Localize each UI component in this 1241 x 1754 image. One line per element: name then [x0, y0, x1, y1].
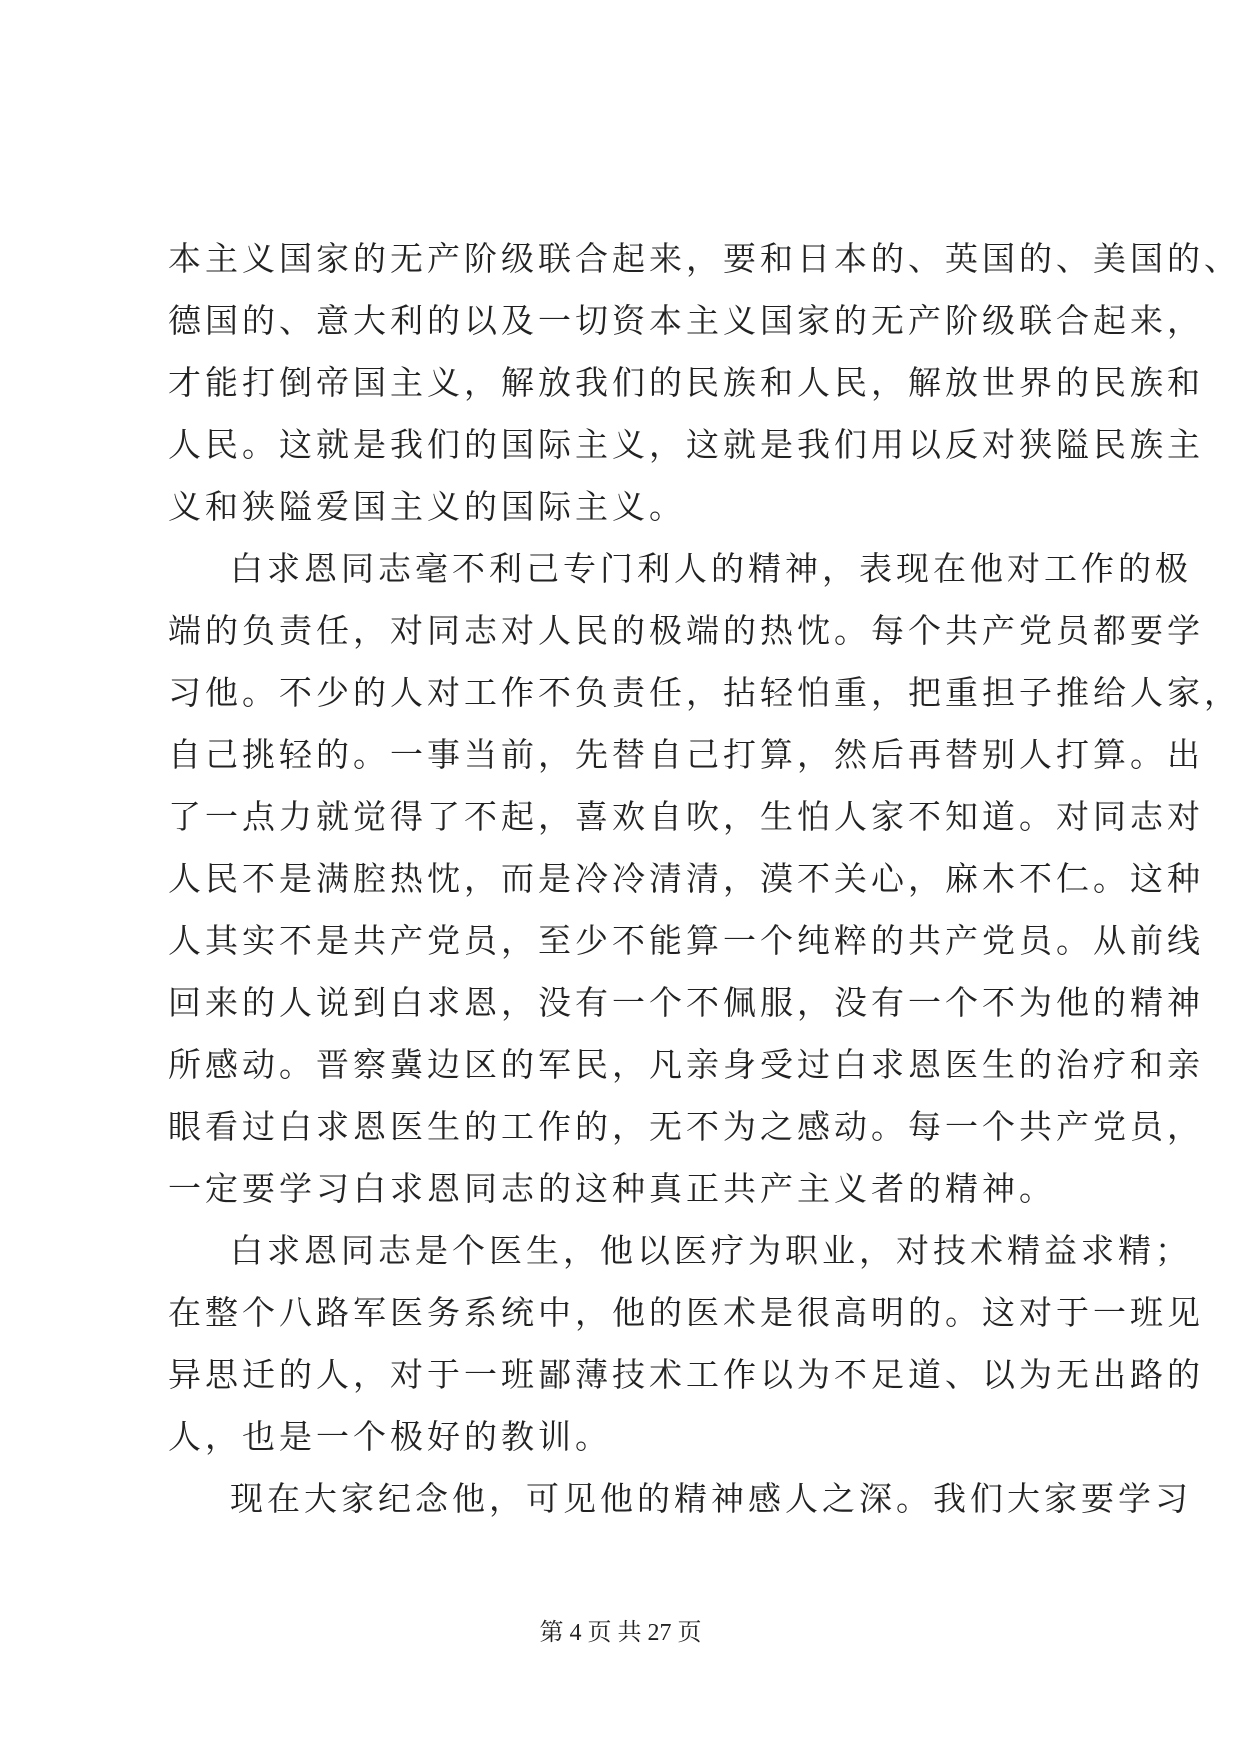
- paragraph-start-line: 白求恩同志是个医生，他以医疗为职业，对技术精益求精；: [230, 1231, 1192, 1270]
- text-line: 人民。这就是我们的国际主义，这就是我们用以反对狭隘民族主: [168, 425, 1204, 464]
- document-body: [168, 228, 1241, 1530]
- text-line: 异思迁的人，对于一班鄙薄技术工作以为不足道、以为无出路的: [168, 1355, 1204, 1394]
- text-line: 人民不是满腔热忱，而是冷冷清清，漠不关心，麻木不仁。这种: [168, 859, 1204, 898]
- paragraph-start-line: 现在大家纪念他，可见他的精神感人之深。我们大家要学习: [230, 1479, 1192, 1518]
- text-line: 习他。不少的人对工作不负责任，拈轻怕重，把重担子推给人家，: [168, 673, 1241, 712]
- text-line: 在整个八路军医务系统中，他的医术是很高明的。这对于一班见: [168, 1293, 1204, 1332]
- paragraph-start-line: 白求恩同志毫不利己专门利人的精神，表现在他对工作的极: [230, 549, 1192, 588]
- text-line: 回来的人说到白求恩，没有一个不佩服，没有一个不为他的精神: [168, 983, 1204, 1022]
- text-line: 人，也是一个极好的教训。: [168, 1417, 612, 1456]
- text-line: 一定要学习白求恩同志的这种真正共产主义者的精神。: [168, 1169, 1056, 1208]
- text-lines: [168, 228, 1241, 1530]
- text-line: 才能打倒帝国主义，解放我们的民族和人民，解放世界的民族和: [168, 363, 1204, 402]
- text-line: 端的负责任，对同志对人民的极端的热忱。每个共产党员都要学: [168, 611, 1204, 650]
- text-line: 本主义国家的无产阶级联合起来，要和日本的、英国的、美国的、: [168, 239, 1241, 278]
- page-footer: [0, 1612, 1241, 1647]
- text-line: 所感动。晋察冀边区的军民，凡亲身受过白求恩医生的治疗和亲: [168, 1045, 1204, 1084]
- page-number-label: 第 4 页 共 27 页: [539, 1620, 702, 1646]
- text-line: 了一点力就觉得了不起，喜欢自吹，生怕人家不知道。对同志对: [168, 797, 1204, 836]
- text-line: 人其实不是共产党员，至少不能算一个纯粹的共产党员。从前线: [168, 921, 1204, 960]
- text-line: 自己挑轻的。一事当前，先替自己打算，然后再替别人打算。出: [168, 735, 1204, 774]
- text-line: 德国的、意大利的以及一切资本主义国家的无产阶级联合起来，: [168, 301, 1204, 340]
- text-line: 义和狭隘爱国主义的国际主义。: [168, 487, 686, 526]
- text-line: 眼看过白求恩医生的工作的，无不为之感动。每一个共产党员，: [168, 1107, 1204, 1146]
